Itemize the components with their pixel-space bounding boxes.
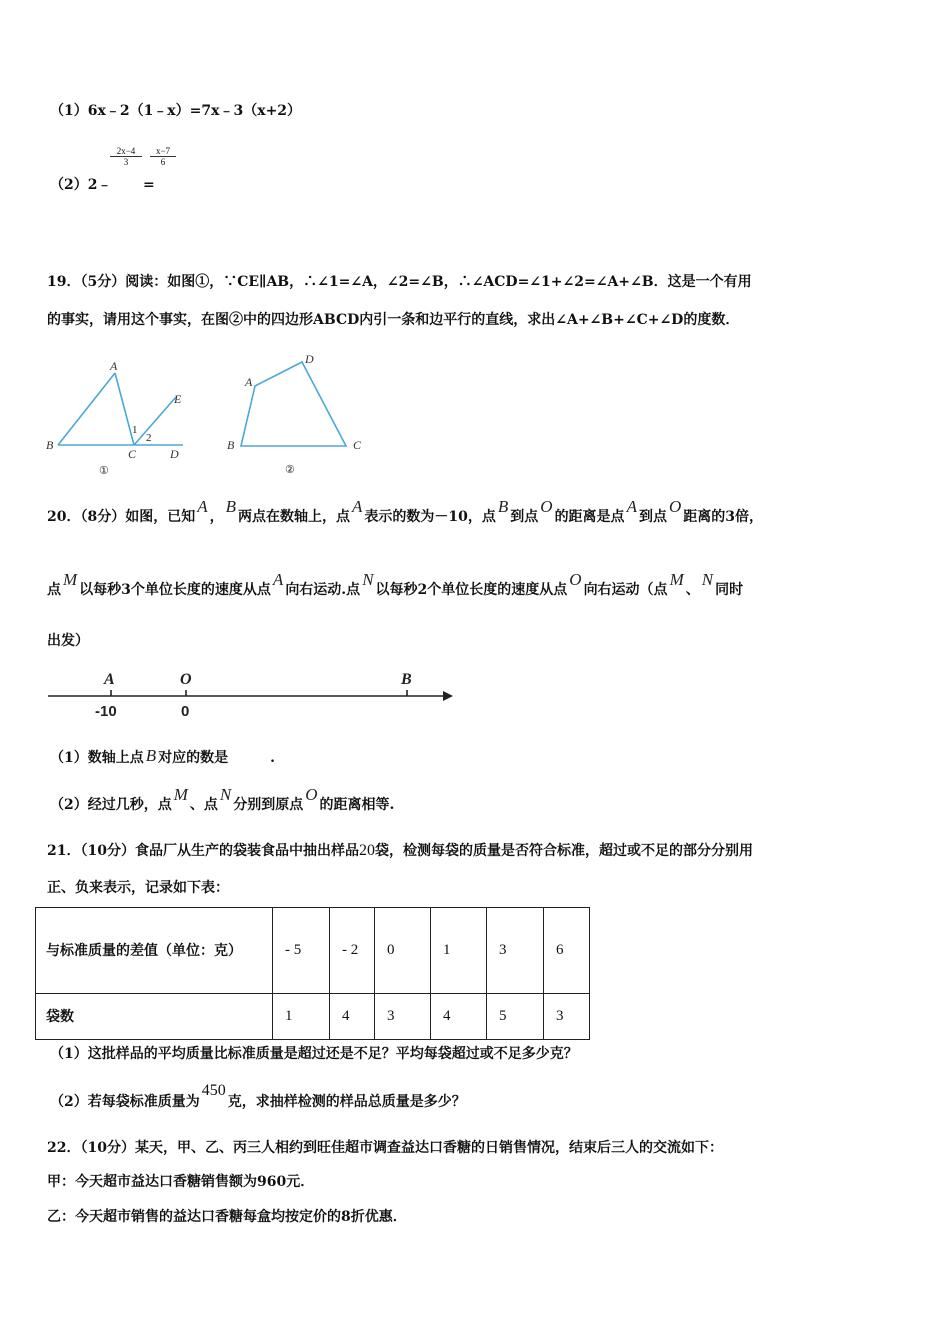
text: 对应的数是 — [158, 750, 229, 766]
text: 、点 — [189, 797, 218, 813]
label-E: E — [174, 392, 182, 406]
q21-sub1: （1）这批样品的平均质量比标准质量是超过还是不足？平均每袋超过或不足多少克？ — [50, 1046, 578, 1062]
answer-blank[interactable] — [228, 750, 270, 766]
label-A: A — [245, 375, 253, 389]
q22-line1: 22．（10分）某天，甲、乙、丙三人相约到旺佳超市调查益达口香糖的日销售情况，结束后三人的交流如下： — [47, 1140, 723, 1156]
text: 向右运动.点 — [285, 582, 361, 598]
q21-sub2 — [50, 1082, 466, 1111]
figure-1-caption: ① — [99, 465, 109, 477]
angle-2-label: 2 — [146, 432, 152, 444]
q19-figure-2 — [215, 348, 375, 480]
number-line — [40, 660, 470, 722]
text: 袋，检测每袋的质量是否符合标准，超过或不足的部分分别用 — [374, 843, 753, 859]
q20-sub1 — [50, 748, 275, 767]
q18-part2-prefix: （2）2﹣ — [50, 177, 112, 193]
label-D: D — [305, 352, 314, 366]
text: 表示的数为－10，点 — [364, 509, 496, 525]
label-B: B — [46, 438, 54, 452]
table-cell: 4 — [330, 994, 375, 1040]
q21-line1 — [47, 842, 753, 860]
q19-figure-1 — [40, 350, 200, 480]
fraction-numerator: x−7 — [155, 146, 171, 156]
text: （2）经过几秒，点 — [50, 797, 172, 813]
axis-point-B: B — [401, 671, 412, 688]
text: 向右运动（点 — [583, 582, 668, 598]
var-O: O — [305, 785, 318, 804]
table-cell: - 5 — [273, 908, 330, 994]
text: 克，求抽样检测的样品总质量是多少？ — [227, 1094, 466, 1110]
table-cell: 5 — [487, 994, 544, 1040]
q19-line1: 19．（5分）阅读：如图①，∵CE∥AB，∴∠1=∠A，∠2=∠B，∴∠ACD=∠1+∠2=∠A+∠B．这是一个有用 — [47, 274, 752, 290]
axis-point-A: A — [104, 671, 115, 688]
var-O: O — [668, 497, 682, 516]
var-A: A — [272, 570, 284, 589]
table-row — [36, 908, 590, 994]
table-row — [36, 994, 590, 1040]
text: （1）数轴上点 — [50, 750, 144, 766]
sample-count: 20 — [358, 842, 375, 859]
var-N: N — [362, 570, 374, 589]
text: 、 — [685, 582, 700, 598]
table-cell: 0 — [375, 908, 431, 994]
axis-point-O: O — [180, 671, 192, 688]
q20-line1 — [47, 497, 763, 526]
var-A: A — [352, 497, 363, 516]
var-M: M — [173, 785, 188, 804]
text: 到点 — [510, 509, 539, 525]
label-C: C — [128, 447, 137, 461]
var-B: B — [225, 497, 237, 516]
q20-line2 — [47, 570, 744, 599]
fraction-numerator: 2x−4 — [116, 146, 136, 156]
table-cell: 1 — [273, 994, 330, 1040]
standard-mass: 450 — [201, 1082, 226, 1099]
text: 以每秒3个单位长度的速度从点 — [79, 582, 271, 598]
var-M: M — [669, 570, 684, 589]
table-cell: 3 — [487, 908, 544, 994]
q18-part1: （1）6x﹣2（1﹣x）=7x﹣3（x+2） — [50, 103, 302, 119]
label-D: D — [170, 447, 179, 461]
var-B: B — [145, 746, 157, 765]
text: 分别到原点 — [233, 797, 304, 813]
table-cell: 6 — [544, 908, 590, 994]
var-A: A — [626, 497, 637, 516]
text: . — [270, 750, 276, 766]
label-B: B — [227, 438, 235, 452]
table-cell: 4 — [431, 994, 487, 1040]
text: 21．（10分）食品厂从生产的袋装食品中抽出样品 — [47, 843, 359, 859]
var-O: O — [540, 497, 553, 516]
q18-equals: = — [143, 177, 155, 193]
text: 的距离相等. — [319, 797, 395, 813]
text: 以每秒2个单位长度的速度从点 — [375, 582, 568, 598]
mass-difference-table — [35, 907, 590, 1040]
text: 的距离是点 — [554, 509, 625, 525]
row-header-bags: 袋数 — [36, 994, 273, 1040]
angle-1-label: 1 — [132, 424, 138, 436]
figure-2-caption: ② — [285, 464, 295, 476]
text: 20．（8分）如图，已知 — [47, 509, 196, 525]
var-B: B — [497, 497, 509, 516]
row-header-difference: 与标准质量的差值（单位：克） — [36, 908, 273, 994]
var-A: A — [197, 497, 208, 516]
fraction-denominator: 6 — [150, 156, 176, 167]
q22-line2: 甲：今天超市益达口香糖销售额为960元． — [47, 1174, 315, 1190]
q22-line3: 乙：今天超市销售的益达口香糖每盒均按定价的8折优惠． — [47, 1209, 407, 1225]
text: （2）若每袋标准质量为 — [50, 1094, 200, 1110]
q20-sub2 — [50, 785, 395, 814]
q19-line2: 的事实，请用这个事实，在图②中的四边形ABCD内引一条和边平行的直线，求出∠A+∠B+∠C+∠D的度数． — [47, 312, 740, 328]
var-N: N — [219, 785, 232, 804]
table-cell: 3 — [375, 994, 431, 1040]
text: 点 — [47, 582, 61, 598]
label-A: A — [110, 359, 118, 373]
text: 到点 — [638, 509, 667, 525]
q21-line2: 正、负来表示，记录如下表： — [47, 880, 229, 896]
axis-value-A: -10 — [95, 703, 117, 720]
label-C: C — [353, 438, 362, 452]
var-O: O — [569, 570, 582, 589]
q20-line3: 出发） — [47, 633, 89, 649]
text: 同时 — [715, 582, 744, 598]
text: 距离的3倍， — [683, 509, 763, 525]
q18-fraction-1 — [110, 146, 142, 167]
table-cell: 3 — [544, 994, 590, 1040]
var-N: N — [701, 570, 714, 589]
table-cell: 1 — [431, 908, 487, 994]
fraction-denominator: 3 — [110, 156, 142, 167]
var-M: M — [63, 570, 78, 589]
text: 两点在数轴上，点 — [238, 509, 351, 525]
q18-fraction-2 — [150, 146, 176, 167]
text: ， — [209, 509, 224, 525]
axis-value-O: 0 — [181, 703, 190, 720]
table-cell: - 2 — [330, 908, 375, 994]
